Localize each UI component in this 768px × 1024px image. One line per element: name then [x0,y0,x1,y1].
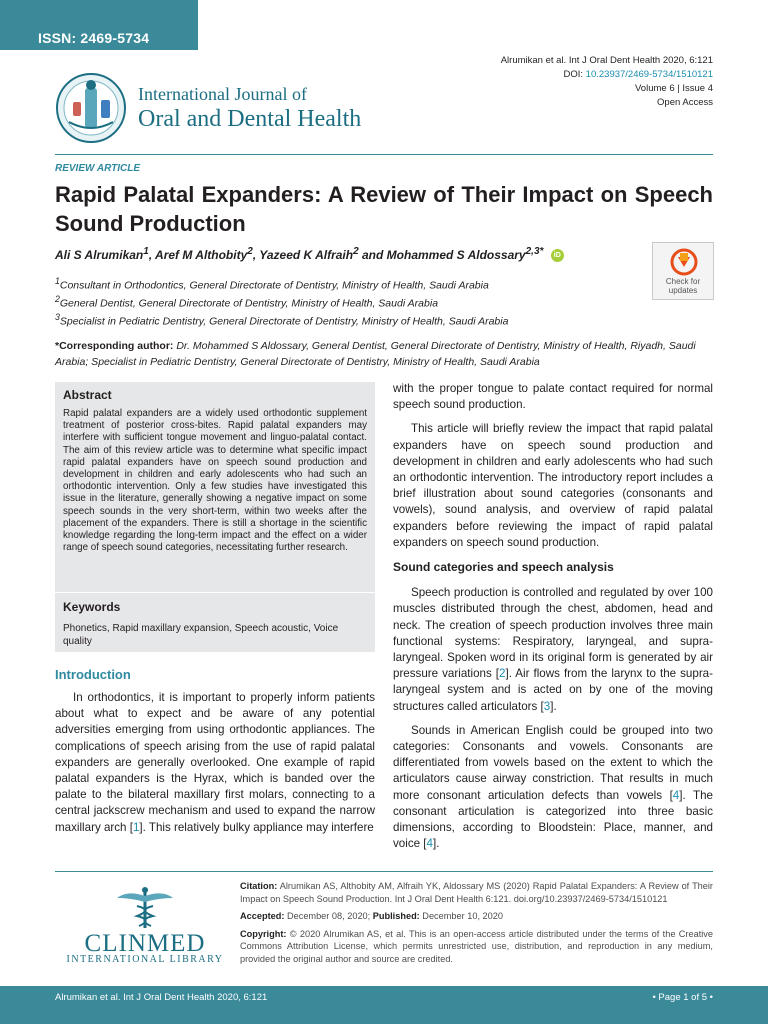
author-affil-sup: 2 [353,246,359,257]
header-doi [501,68,713,82]
keywords-text: Phonetics, Rapid maxillary expansion, Speech acoustic, Voice quality [63,623,339,647]
publisher-name: CLINMED [84,930,206,957]
affiliation-sup: 2 [55,294,60,304]
paragraph-text: ]. This relatively bulky appliance may interfere [139,820,374,834]
paragraph [393,723,713,853]
paragraph-text: ]. Air flows from the larynx to the supra-laryngeal system and is acted on by one of the moving structures called articulators [ [393,667,713,713]
journal-logo-icon [55,72,127,144]
paragraph: with the proper tongue to palate contact required for normal speech sound production. [393,382,713,412]
published-label: Published: [372,911,420,921]
issn-label: ISSN: 2469-5734 [38,30,150,46]
check-for-updates-button[interactable] [652,242,714,300]
paragraph [55,690,375,836]
corresponding-author [55,338,713,370]
abstract-heading: Abstract [63,388,112,402]
footer-citation: Alrumikan et al. Int J Oral Dent Health 2020, 6:121 [55,992,268,1003]
citation-block [240,880,713,970]
affiliation-sup: 3 [55,312,60,322]
header-citation-block [501,54,713,110]
author-name[interactable]: Aref M Althobity [155,248,248,262]
reference-link[interactable]: 1 [132,820,140,834]
author-list [55,246,564,262]
reference-link[interactable]: 4 [426,837,433,851]
citation-text: Alrumikan AS, Althobity AM, Alfraih YK, Aldossary MS (2020) Rapid Palatal Expanders: A Review of Their Impact on Speech Sound Production. Int J Oral Dent Health 6:121. doi.org/10.23937/2469-5734/1510121 [240,881,713,904]
author-separator: , [252,248,260,262]
abstract-text: Rapid palatal expanders are a widely used orthodontic supplement treatment of posterior cross-bites. Rapid palatal expanders may interfere with sufficient tongue movement and linguo-palatal contact. The aim of this review article was to determine what specific impact rapid palatal expanders have on speech sound production and development in children and early adolescents who had such an orthodontic intervention. Only a few studies have investigated this issue in the literature, generally showing a negative impact on some speech sounds in the very short-term, within two weeks after the placement of the expanders. There is still a shortage in the scientific knowledge regarding the long-term impact and the effect on a wider range of speech sound categories, necessitating further research. [63,408,367,554]
affiliation-text: Consultant in Orthodontics, General Directorate of Dentistry, Ministry of Health, Saudi Arabia [59,279,489,292]
accepted-label: Accepted: [240,911,285,921]
affiliation-text: General Dentist, General Directorate of Dentistry, Ministry of Health, Saudi Arabia [59,297,439,310]
reference-link[interactable]: 2 [499,667,506,681]
affiliation-sup: 1 [55,276,60,286]
accepted-date: December 08, 2020; [284,911,373,921]
volume-issue: Volume 6 | Issue 4 [635,83,713,94]
copyright-label: Copyright: [240,928,287,939]
caduceus-icon [115,886,175,930]
doi-link[interactable]: 10.23937/2469-5734/1510121 [585,69,713,80]
journal-title-line2: Oral and Dental Health [138,106,362,132]
paragraph [393,585,713,715]
author-name[interactable]: Ali S Alrumikan [55,248,144,262]
reference-link[interactable]: 4 [672,788,680,802]
author-separator: and [358,248,387,262]
journal-title-line1: International Journal of [138,84,307,104]
check-updates-label: Check for updates [665,277,701,295]
affiliation-1 [55,276,489,292]
affiliation-3 [55,312,508,328]
published-date: December 10, 2020 [419,911,503,921]
author-name[interactable]: Yazeed K Alfraih [259,248,354,262]
paragraph-text: Sounds in American English could be grouped into two categories: Consonants and vowels. Consonants are differentiated from vowels based on the extent to which the articulators cause airway constriction. That results in much more consonant articulation defects than vowels [ [393,723,713,802]
author-separator: , [148,248,156,262]
open-access-label: Open Access [657,97,713,108]
corresponding-text: Dr. Mohammed S Aldossary, General Dentist, General Directorate of Dentistry, Ministry of Health, Riyadh, Saudi Arabia; Specialist in Pediatric Dentistry, General Directorate of Dentistry, Ministry of Health, Saudi Arabia [55,340,696,368]
author-affil-sup: 2 [247,246,253,257]
keywords-heading: Keywords [63,600,121,614]
author-affil-sup: 1 [143,246,149,257]
paragraph-text: Speech production is controlled and regulated by over 100 muscles distributed through the chest, abdomen, head and neck. The creation of speech production involves three main functional systems: Respiratory, laryngeal, and supra-laryngeal. Spoken word in its original form is generated by air pressure variations [ [393,586,713,681]
publisher-logo [60,884,230,964]
paragraph-text: ]. [550,699,557,713]
article-title: Rapid Palatal Expanders: A Review of Their Impact on Speech Sound Production [55,182,713,236]
page-number: • Page 1 of 5 • [652,992,713,1003]
dates-entry [240,910,713,923]
corresponding-label: *Corresponding author: [55,340,174,352]
affiliation-2 [55,294,438,310]
introduction-heading: Introduction [55,667,131,682]
copyright-entry [240,928,713,966]
author-name[interactable]: Mohammed S Aldossary [386,248,526,262]
doi-prefix: DOI: [563,69,586,80]
header-divider [55,154,713,155]
footer-divider [55,871,713,872]
header-citation-line: Alrumikan et al. Int J Oral Dent Health 2020, 6:121 [500,55,713,66]
citation-label: Citation: [240,881,278,891]
publisher-subtitle: INTERNATIONAL LIBRARY [66,954,224,965]
left-column-text [55,690,375,844]
paragraph-text: In orthodontics, it is important to properly inform patients about what to expect and be aware of any potential adversities emerging from using orthodontic appliances. The complications of speech arising from the use of rapid palatal expanders are generally overlooked. One example of rapid palatal expanders is the Hyrax, which is banded over the palate to the bilateral maxillary first molars, connecting to a central jackscrew mechanism and used to expand the narrow maxillary arch [ [55,691,375,834]
author-affil-sup: 2,3* [525,246,544,257]
affiliation-text: Specialist in Pediatric Dentistry, General Directorate of Dentistry, Ministry of Health, Saudi Arabia [59,315,509,328]
copyright-text: © 2020 Alrumikan AS, et al. This is an open-access article distributed under the terms of the Creative Commons Attribution License, which permits unrestricted use, distribution, and reproduction in any medium, provided the original author and source are credited. [240,928,713,964]
check-updates-icon [670,248,698,276]
right-column-text [393,381,713,860]
keywords-divider [55,592,375,593]
paragraph-text: ]. The consonant articulation is categorized into three basic dimensions, according to Bloodstein: Place, manner, and voice [ [393,788,713,851]
orcid-icon[interactable]: iD [551,249,564,262]
section-heading: Sound categories and speech analysis [393,560,614,575]
paragraph-text: ]. [432,837,440,851]
paragraph: This article will briefly review the impact that rapid palatal expanders have on speech sound production and development in children and early adolescents who had such an orthodontic intervention. The introductory report includes a brief illustration about sound categories (consonants and vowels), sound analysis, and overview of rapid palatal expanders before reviewing the impact of rapid palatal expanders on speech sound production. [393,422,713,549]
citation-entry [240,880,713,905]
reference-link[interactable]: 3 [543,699,551,713]
article-type: REVIEW ARTICLE [55,163,141,174]
abstract-box [55,382,375,652]
